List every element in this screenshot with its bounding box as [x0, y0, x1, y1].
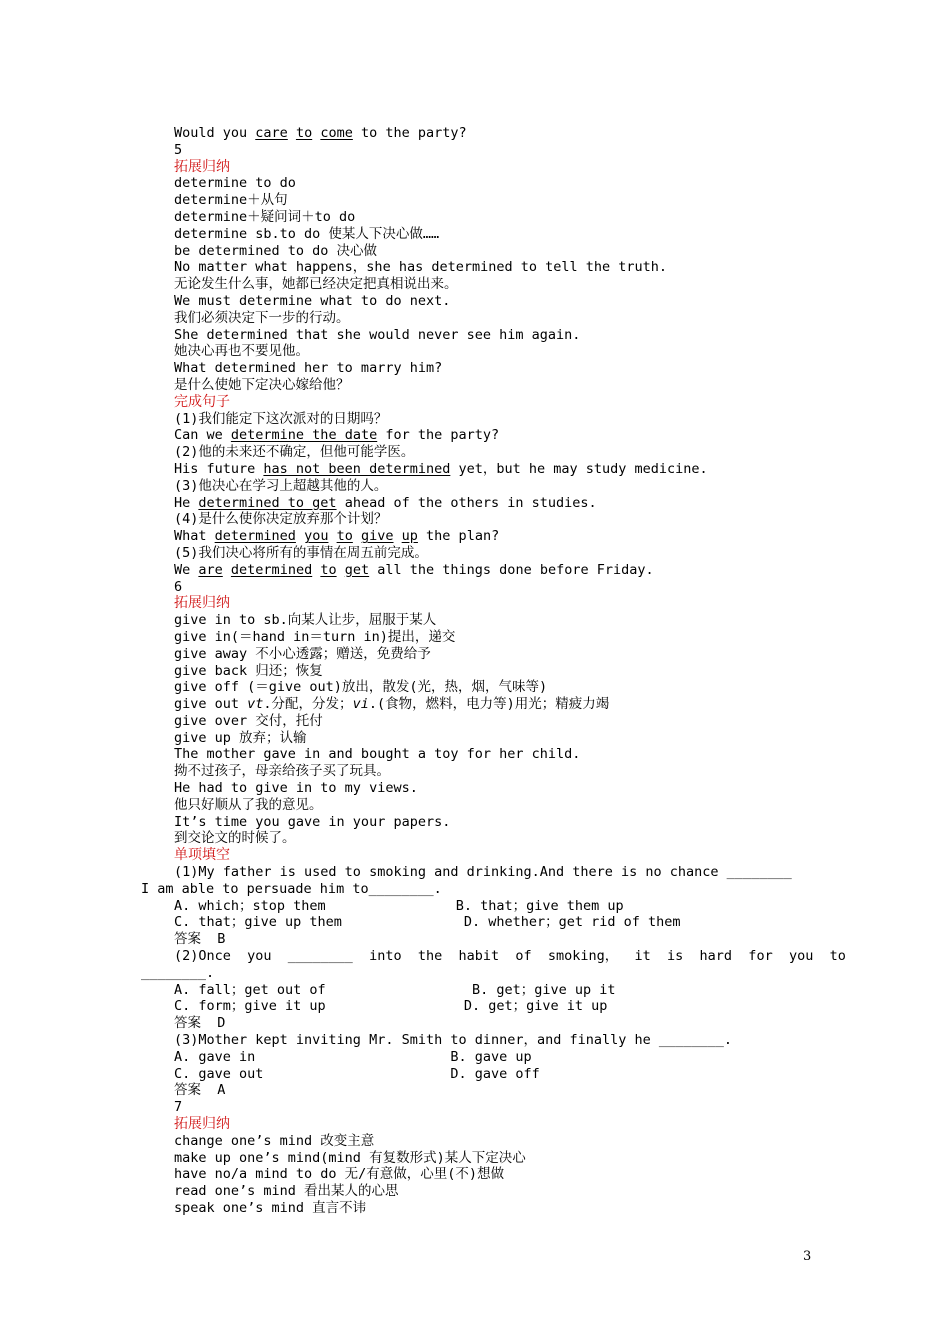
text-line: 是什么使她下定决心嫁给他？: [174, 376, 350, 393]
text-line: give up 放弃；认输: [174, 729, 307, 746]
exercise-answer: His future has not been determined yet，but he may study medicine.: [174, 460, 708, 477]
section-heading: 单项填空: [174, 847, 230, 864]
exercise-answer: We are determined to get all the things done before Friday.: [174, 561, 654, 578]
text-line: give back 归还；恢复: [174, 662, 323, 679]
section-heading: 完成句子: [174, 393, 230, 410]
exercise-answer: He determined to get ahead of the others in studies.: [174, 494, 597, 511]
text-line: What determined her to marry him?: [174, 360, 443, 377]
question-answer: 答案 A: [174, 1082, 226, 1099]
text-line: determine sb.to do 使某人下决心做……: [174, 225, 440, 242]
text-line: have no/a mind to do 无/有意做，心里(不)想做: [174, 1166, 505, 1183]
question-stem-continued: I am able to persuade him to________.: [141, 880, 442, 897]
text-line: determine＋疑问词＋to do: [174, 208, 356, 225]
text-line: It’s time you gave in your papers.: [174, 813, 451, 830]
section-heading: 拓展归纳: [174, 595, 230, 612]
example-sentence: Would you care to come to the party?: [174, 125, 467, 141]
text-line: 拗不过孩子，母亲给孩子买了玩具。: [174, 763, 390, 780]
text-line: change one’s mind 改变主意: [174, 1132, 375, 1149]
question-options: C. gave out D. gave off: [174, 1065, 540, 1082]
text-line: read one’s mind 看出某人的心思: [174, 1183, 399, 1200]
section-heading: 拓展归纳: [174, 1116, 230, 1133]
text-line: give over 交付，托付: [174, 712, 323, 729]
text-line: We must determine what to do next.: [174, 292, 451, 309]
text-line: The mother gave in and bought a toy for her child.: [174, 746, 581, 763]
text-line: determine＋从句: [174, 192, 288, 209]
exercise-prompt: (3)他决心在学习上超越其他的人。: [174, 477, 388, 494]
question-stem: (3)Mother kept inviting Mr. Smith to dinner，and finally he ________.: [174, 1032, 733, 1049]
question-options: C. that；give up them D. whether；get rid of them: [174, 914, 681, 931]
text-line: He had to give in to my views.: [174, 780, 418, 797]
exercise-prompt: (1)我们能定下这次派对的日期吗？: [174, 410, 388, 427]
exercise-prompt: (5)我们决心将所有的事情在周五前完成。: [174, 544, 428, 561]
text-line: be determined to do 决心做: [174, 242, 378, 259]
item-number: 5: [174, 141, 183, 158]
question-options: A. fall；get out of B. get；give up it: [174, 981, 616, 998]
text-line: 到交论文的时候了。: [174, 830, 296, 847]
text-line: No matter what happens，she has determined to tell the truth.: [174, 259, 668, 276]
document-body: [141, 125, 846, 1217]
question-options: A. which；stop them B. that；give them up: [174, 897, 624, 914]
text-line: give in(＝hand in＝turn in)提出，递交: [174, 628, 456, 645]
text-line: give out vt.分配，分发；vi.(食物，燃料，电力等)用光；精疲力竭: [174, 696, 610, 713]
text-line: determine to do: [174, 175, 296, 192]
exercise-prompt: (4)是什么使你决定放弃那个计划？: [174, 511, 388, 528]
question-options: A. gave in B. gave up: [174, 1048, 532, 1065]
page-number: 3: [803, 1249, 812, 1264]
text-line: give off (＝give out)放出，散发(光，热，烟，气味等): [174, 679, 548, 696]
section-heading: 拓展归纳: [174, 158, 230, 175]
item-number: 7: [174, 1099, 183, 1116]
question-stem: (1)My father is used to smoking and drinking.And there is no chance ________: [174, 864, 792, 881]
exercise-prompt: (2)他的未来还不确定，但他可能学医。: [174, 444, 415, 461]
text-line: She determined that she would never see him again.: [174, 326, 581, 343]
text-line: 她决心再也不要见他。: [174, 343, 309, 360]
question-answer: 答案 D: [174, 1015, 226, 1032]
text-line: give away 不小心透露；赠送，免费给予: [174, 645, 431, 662]
text-line: speak one’s mind 直言不讳: [174, 1200, 367, 1216]
text-line: 我们必须决定下一步的行动。: [174, 309, 350, 326]
text-line: 他只好顺从了我的意见。: [174, 796, 323, 813]
exercise-answer: Can we determine the date for the party?: [174, 427, 500, 444]
text-line: 无论发生什么事，她都已经决定把真相说出来。: [174, 276, 458, 293]
text-line: give in to sb.向某人让步，屈服于某人: [174, 612, 437, 629]
text-line: make up one’s mind(mind 有复数形式)某人下定决心: [174, 1149, 526, 1166]
item-number: 6: [174, 578, 183, 595]
exercise-answer: What determined you to give up the plan?: [174, 528, 500, 545]
question-options: C. form；give it up D. get；give it up: [174, 998, 608, 1015]
question-stem-continued: ________.: [141, 964, 215, 981]
question-answer: 答案 B: [174, 931, 226, 948]
question-stem: (2)Once you ________ into the habit of smoking， it is hard for you to: [174, 948, 846, 965]
